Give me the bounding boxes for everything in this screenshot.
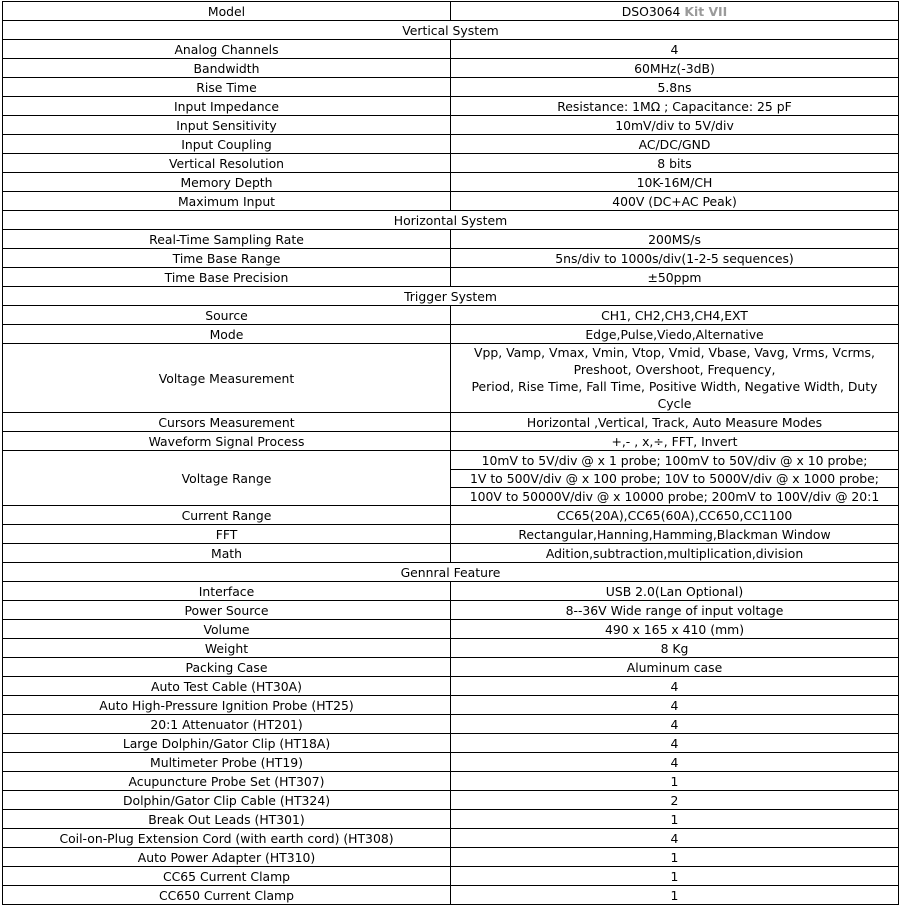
row-value: Edge,Pulse,Viedo,Alternative [451,325,899,344]
row-value: AC/DC/GND [451,135,899,154]
table-row [3,715,899,734]
value-line: Vpp, Vamp, Vmax, Vmin, Vtop, Vmid, Vbase, Vavg, Vrms, Vcrms, [474,345,875,360]
row-label: Large Dolphin/Gator Clip (HT18A) [3,734,451,753]
row-label: Volume [3,620,451,639]
row-value: 400V (DC+AC Peak) [451,192,899,211]
row-label: Memory Depth [3,173,451,192]
row-label: Analog Channels [3,40,451,59]
row-label: Rise Time [3,78,451,97]
row-label: Power Source [3,601,451,620]
table-row [3,525,899,544]
table-row [3,173,899,192]
row-value: Rectangular,Hanning,Hamming,Blackman Window [451,525,899,544]
model-kit: Kit VII [684,3,728,19]
row-label: Weight [3,639,451,658]
model-row [3,2,899,21]
table-row [3,753,899,772]
row-label: Waveform Signal Process [3,432,451,451]
row-label: Interface [3,582,451,601]
table-row [3,506,899,525]
row-label: Input Coupling [3,135,451,154]
row-value: 4 [451,696,899,715]
row-value: USB 2.0(Lan Optional) [451,582,899,601]
row-value: Horizontal ,Vertical, Track, Auto Measure Modes [451,413,899,432]
row-value: CC65(20A),CC65(60A),CC650,CC1100 [451,506,899,525]
voltage-range-row [3,451,899,506]
value-line: 1V to 500V/div @ x 100 probe; 10V to 5000V/div @ x 1000 probe; [451,469,898,487]
table-row [3,810,899,829]
table-row [3,639,899,658]
voltage-measurement-row [3,344,899,413]
row-label: Source [3,306,451,325]
row-value: 4 [451,40,899,59]
row-label: Auto Power Adapter (HT310) [3,848,451,867]
row-label: CC650 Current Clamp [3,886,451,905]
row-value: 8 bits [451,154,899,173]
row-label: Voltage Range [3,451,451,506]
section-trigger-row [3,287,899,306]
row-label: Multimeter Probe (HT19) [3,753,451,772]
row-label: Maximum Input [3,192,451,211]
row-label: CC65 Current Clamp [3,867,451,886]
table-row [3,59,899,78]
row-label: Auto Test Cable (HT30A) [3,677,451,696]
row-value: 8 Kg [451,639,899,658]
table-row [3,620,899,639]
row-value: CH1, CH2,CH3,CH4,EXT [451,306,899,325]
row-label: Current Range [3,506,451,525]
table-row [3,116,899,135]
row-label: Input Impedance [3,97,451,116]
table-row [3,40,899,59]
row-value: 490 x 165 x 410 (mm) [451,620,899,639]
row-value: 5.8ns [451,78,899,97]
model-label: Model [3,2,451,21]
row-label: FFT [3,525,451,544]
value-line: Preshoot, Overshoot, Frequency, [573,362,776,377]
table-row [3,135,899,154]
voltage-measurement-value [451,344,899,413]
table-row [3,154,899,173]
row-value: 10K-16M/CH [451,173,899,192]
row-value: 1 [451,810,899,829]
row-value: 4 [451,829,899,848]
value-line: 100V to 50000V/div @ x 10000 probe; 200mV to 100V/div @ 20:1 [451,487,898,505]
table-row [3,432,899,451]
row-label: Bandwidth [3,59,451,78]
table-row [3,249,899,268]
row-value: 8--36V Wide range of input voltage [451,601,899,620]
row-label: Voltage Measurement [3,344,451,413]
table-row [3,734,899,753]
model-value [451,2,899,21]
row-value: 2 [451,791,899,810]
row-label: Dolphin/Gator Clip Cable (HT324) [3,791,451,810]
section-vertical-row [3,21,899,40]
table-row [3,696,899,715]
row-value: 4 [451,753,899,772]
section-general-row [3,563,899,582]
row-label: Acupuncture Probe Set (HT307) [3,772,451,791]
row-value: Aluminum case [451,658,899,677]
row-value: ±50ppm [451,268,899,287]
section-horizontal: Horizontal System [3,211,899,230]
row-label: Mode [3,325,451,344]
table-row [3,867,899,886]
voltage-range-value [451,451,899,506]
row-label: Auto High-Pressure Ignition Probe (HT25) [3,696,451,715]
row-value: 1 [451,867,899,886]
row-value: 4 [451,677,899,696]
row-label: Time Base Range [3,249,451,268]
row-value: 5ns/div to 1000s/div(1-2-5 sequences) [451,249,899,268]
section-horizontal-row [3,211,899,230]
value-line: Cycle [657,396,692,411]
section-vertical: Vertical System [3,21,899,40]
row-label: Break Out Leads (HT301) [3,810,451,829]
table-row [3,772,899,791]
row-value: +,- , x,÷, FFT, Invert [451,432,899,451]
row-label: Cursors Measurement [3,413,451,432]
table-row [3,848,899,867]
row-value: Adition,subtraction,multiplication,division [451,544,899,563]
row-value: 10mV/div to 5V/div [451,116,899,135]
spec-table [2,1,899,905]
table-row [3,886,899,905]
row-label: Packing Case [3,658,451,677]
section-trigger: Trigger System [3,287,899,306]
value-line: Period, Rise Time, Fall Time, Positive Width, Negative Width, Duty [471,379,878,394]
row-label: Time Base Precision [3,268,451,287]
row-label: Math [3,544,451,563]
table-row [3,544,899,563]
row-label: 20:1 Attenuator (HT201) [3,715,451,734]
value-line: 10mV to 5V/div @ x 1 probe; 100mV to 50V/div @ x 10 probe; [481,452,868,468]
row-value: 1 [451,772,899,791]
table-row [3,97,899,116]
row-value: 4 [451,734,899,753]
row-value: 1 [451,848,899,867]
row-label: Coil-on-Plug Extension Cord (with earth cord) (HT308) [3,829,451,848]
table-row [3,230,899,249]
table-row [3,78,899,97]
row-value: 60MHz(-3dB) [451,59,899,78]
row-value: 1 [451,886,899,905]
table-row [3,413,899,432]
row-label: Vertical Resolution [3,154,451,173]
section-general: Gennral Feature [3,563,899,582]
table-row [3,677,899,696]
row-value: Resistance: 1MΩ ; Capacitance: 25 pF [451,97,899,116]
row-label: Real-Time Sampling Rate [3,230,451,249]
table-row [3,829,899,848]
table-row [3,306,899,325]
row-value: 4 [451,715,899,734]
row-value: 200MS/s [451,230,899,249]
model-name: DSO3064 [621,3,681,19]
table-row [3,601,899,620]
table-row [3,268,899,287]
table-row [3,325,899,344]
table-row [3,791,899,810]
row-label: Input Sensitivity [3,116,451,135]
table-row [3,192,899,211]
table-row [3,582,899,601]
table-row [3,658,899,677]
